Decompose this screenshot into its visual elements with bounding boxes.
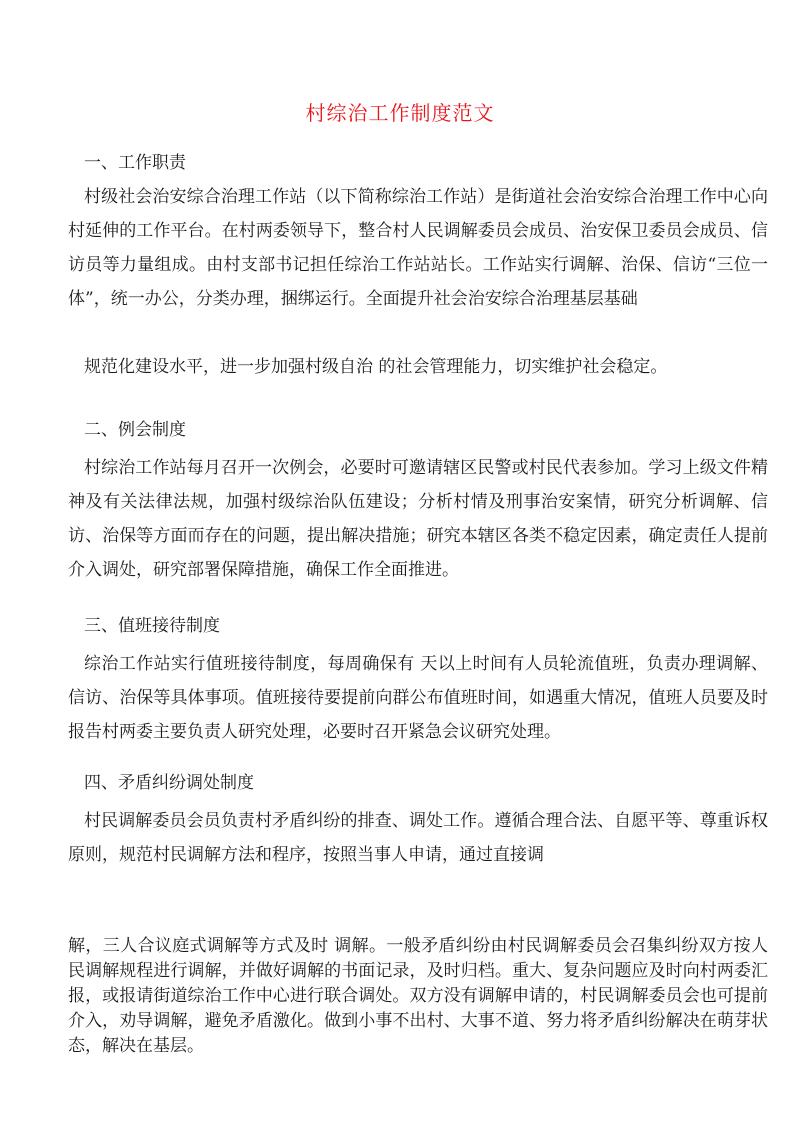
paragraph-disputes-continuation: 解，三人合议庭式调解等方式及时 调解。一般矛盾纠纷由村民调解委员会召集纠纷双方按人民调解规程进行调解，并做好调解的书面记录，及时归档。重大、复杂问题应及时向村两委汇报，或报请街道综治工作中心进行联合调处。双方没有调解申请的，村民调解委员会也可提前介入，劝导调解，避免矛盾激化。做到小事不出村、大事不道、努力将矛盾纠纷解决在萌芽状态，解决在基层。	[68, 936, 768, 1056]
section-heading-duties: 一、工作职责	[84, 153, 186, 173]
paragraph-duties-1: 村级社会治安综合治理工作站（以下简称综治工作站）是街道社会治安综合治理工作中心向村延伸的工作平台。在村两委领导下，整合村人民调解委员会成员、治安保卫委员会成员、信访员等力量组成。由村支部书记担任综治工作站站长。工作站实行调解、治保、信访“三位一体”，统一办公，分类办理，捆绑运行。全面提升社会治安综合治理基层基础	[68, 187, 768, 309]
paragraph-meetings-1: 村综治工作站每月召开一次例会，必要时可邀请辖区民警或村民代表参加。学习上级文件精神及有关法律法规，加强村级综治队伍建设；分析村情及刑事治安案情，研究分析调解、信访、治保等方面而存在的问题，提出解决措施；研究本辖区各类不稳定因素，确定责任人提前介入调处，研究部署保障措施，确保工作全面推进。	[68, 458, 768, 580]
section-heading-duty-reception: 三、值班接待制度	[84, 616, 220, 636]
document-title: 村综治工作制度范文	[305, 101, 495, 125]
section-heading-meetings: 二、例会制度	[84, 420, 186, 440]
paragraph-duty-reception-1: 综治工作站实行值班接待制度，每周确保有 天以上时间有人员轮流值班，负责办理调解、信访、治保等具体事项。值班接待要提前向群公布值班时间，如遇重大情况，值班人员要及时报告村两委主要负责人研究处理，必要时召开紧急会议研究处理。	[68, 654, 768, 742]
paragraph-duties-2: 规范化建设水平，进一步加强村级自治 的社会管理能力，切实维护社会稳定。	[84, 357, 668, 377]
paragraph-disputes-1: 村民调解委员会员负责村矛盾纠纷的排查、调处工作。遵循合理合法、自愿平等、尊重诉权原则，规范村民调解方法和程序，按照当事人申请，通过直接调	[68, 811, 768, 865]
section-heading-disputes: 四、矛盾纠纷调处制度	[84, 773, 254, 793]
